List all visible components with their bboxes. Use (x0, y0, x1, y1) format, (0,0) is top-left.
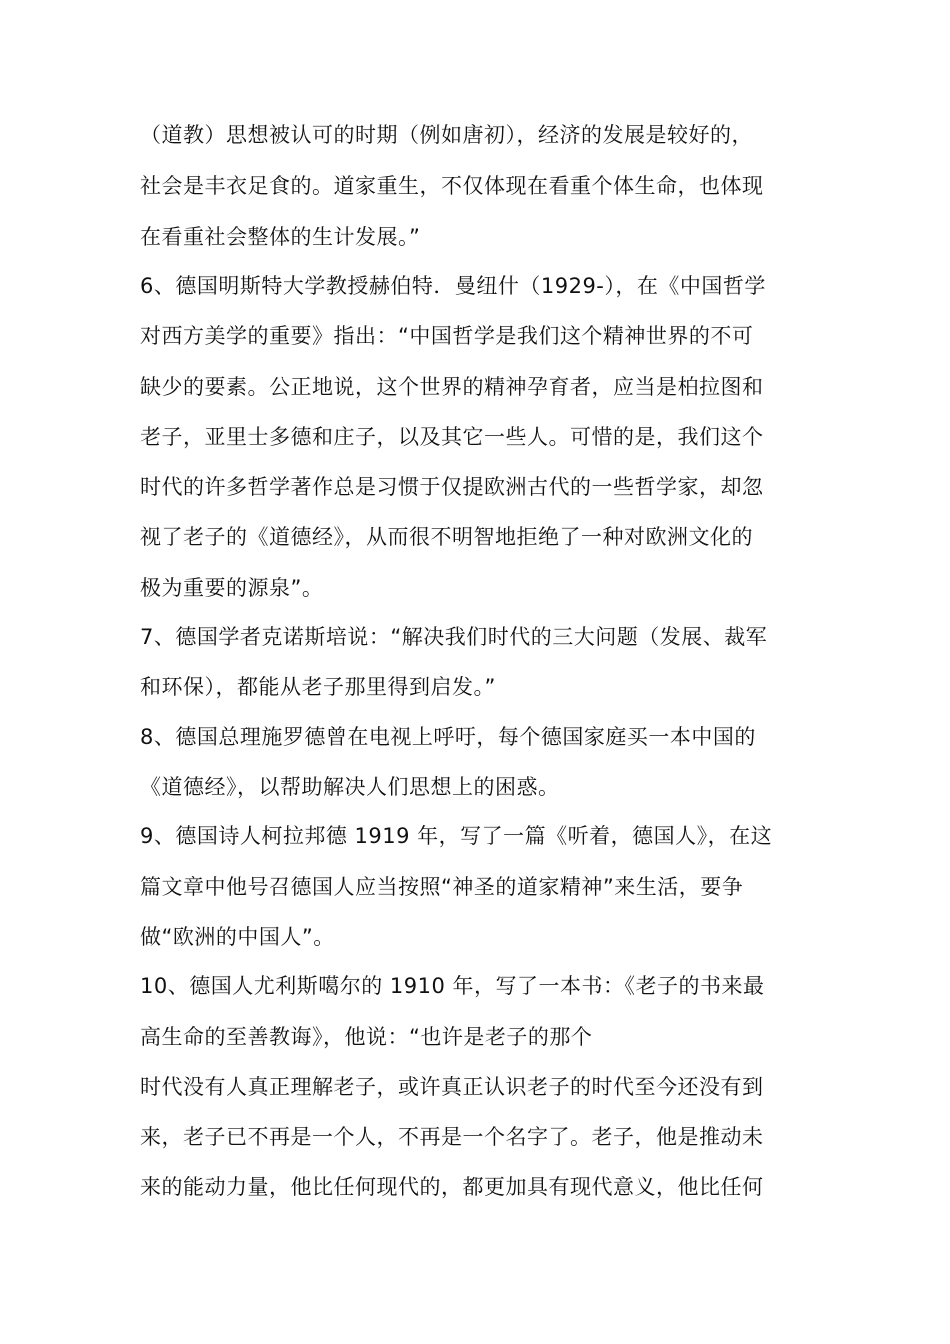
text-line: 社会是丰衣足食的。道家重生，不仅体现在看重个体生命，也体现 (140, 174, 764, 198)
text-line: 高生命的至善教诲》，他说：“也许是老子的那个 (140, 1025, 593, 1049)
text-line: 做“欧洲的中国人”。 (140, 925, 335, 949)
text-line: （道教）思想被认可的时期（例如唐初），经济的发展是较好的， (140, 123, 753, 147)
paragraph-10-line: 10、德国人尤利斯噶尔的 1910 年，写了一本书：《老子的书来最 (140, 974, 765, 998)
text-line: 对西方美学的重要》指出：“中国哲学是我们这个精神世界的不可 (140, 324, 754, 348)
text-line: 老子，亚里士多德和庄子，以及其它一些人。可惜的是，我们这个 (140, 425, 764, 449)
text-line: 和环保），都能从老子那里得到启发。” (140, 675, 496, 699)
text-line: 缺少的要素。公正地说，这个世界的精神孕育者，应当是柏拉图和 (140, 375, 764, 399)
text-line: 篇文章中他号召德国人应当按照“神圣的道家精神”来生活，要争 (140, 875, 744, 899)
paragraph-9-line: 9、德国诗人柯拉邦德 1919 年，写了一篇《听着，德国人》，在这 (140, 824, 773, 848)
text-line: 时代的许多哲学著作总是习惯于仅提欧洲古代的一些哲学家，却忽 (140, 475, 764, 499)
paragraph-6-line: 6、德国明斯特大学教授赫伯特．曼纽什（1929-），在《中国哲学 (140, 274, 766, 298)
paragraph-7-line: 7、德国学者克诺斯培说：“解决我们时代的三大问题（发展、裁军 (140, 625, 768, 649)
paragraph-8-line: 8、德国总理施罗德曾在电视上呼吁，每个德国家庭买一本中国的 (140, 725, 756, 749)
text-line: 来，老子已不再是一个人，不再是一个名字了。老子，他是推动未 (140, 1125, 764, 1149)
text-line: 视了老子的《道德经》，从而很不明智地拒绝了一种对欧洲文化的 (140, 525, 753, 549)
text-line: 在看重社会整体的生计发展。” (140, 225, 421, 249)
text-line: 《道德经》，以帮助解决人们思想上的困惑。 (140, 775, 560, 799)
text-line: 时代没有人真正理解老子，或许真正认识老子的时代至今还没有到 (140, 1075, 764, 1099)
text-line: 来的能动力量，他比任何现代的，都更加具有现代意义，他比任何 (140, 1175, 764, 1199)
text-line: 极为重要的源泉”。 (140, 576, 324, 600)
